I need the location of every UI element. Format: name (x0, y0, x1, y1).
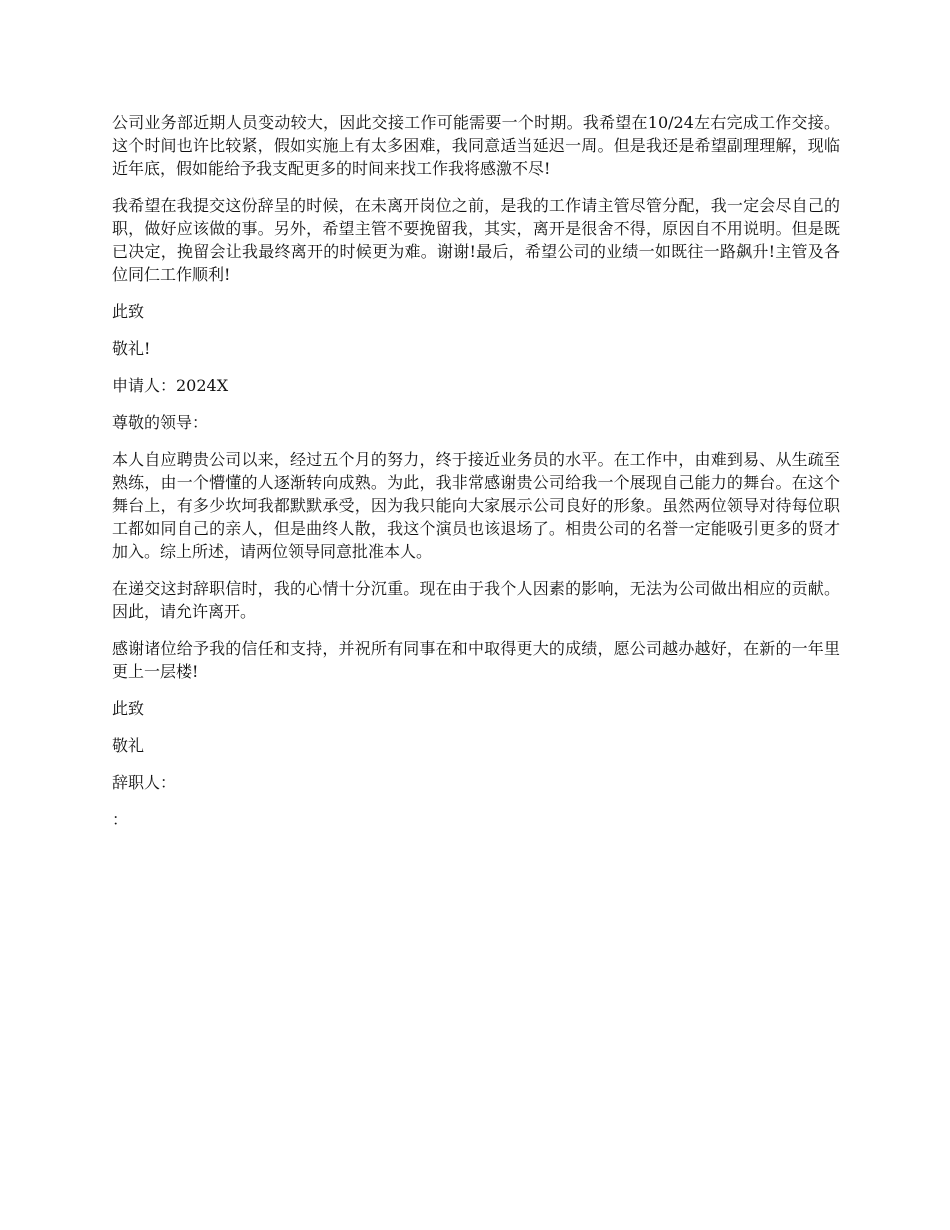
salutation: 尊敬的领导： (112, 413, 209, 432)
colon-line: ： (112, 810, 129, 829)
paragraph-heavy-heart: 在递交这封辞职信时，我的心情十分沉重。现在由于我个人因素的影响，无法为公司做出相应的贡献。因此，请允许离开。 (112, 579, 840, 621)
resigner-line: 辞职人： (112, 773, 177, 792)
closing-jingli: 敬礼! (112, 339, 151, 358)
document-body (112, 111, 840, 845)
applicant-line: 申请人：2024X (112, 376, 229, 395)
closing-cizhi: 此致 (112, 302, 145, 321)
paragraph-handover: 公司业务部近期人员变动较大，因此交接工作可能需要一个时期。我希望在10/24左右完成工作交接。这个时间也许比较紧，假如实施上有太多困难，我同意适当延迟一周。但是我还是希望副理理解，现临近年底，假如能给予我支配更多的时间来找工作我将感激不尽! (112, 113, 840, 178)
closing-jingli-2: 敬礼 (112, 736, 145, 755)
paragraph-thanks: 感谢诸位给予我的信任和支持，并祝所有同事在和中取得更大的成绩，愿公司越办越好，在新的一年里更上一层楼! (112, 639, 840, 681)
paragraph-resignation-request: 我希望在我提交这份辞呈的时候，在未离开岗位之前，是我的工作请主管尽管分配，我一定会尽自己的职，做好应该做的事。另外，希望主管不要挽留我，其实，离开是很舍不得，原因自不用说明。但是既已决定，挽留会让我最终离开的时候更为难。谢谢!最后，希望公司的业绩一如既往一路飙升!主管及各位同仁工作顺利! (112, 196, 840, 284)
paragraph-gratitude: 本人自应聘贵公司以来，经过五个月的努力，终于接近业务员的水平。在工作中，由难到易、从生疏至熟练，由一个懵懂的人逐渐转向成熟。为此，我非常感谢贵公司给我一个展现自己能力的舞台。在这个舞台上，有多少坎坷我都默默承受，因为我只能向大家展示公司良好的形象。虽然两位领导对待每位职工都如同自己的亲人，但是曲终人散，我这个演员也该退场了。相贵公司的名誉一定能吸引更多的贤才加入。综上所述，请两位领导同意批准本人。 (112, 450, 840, 561)
closing-cizhi-2: 此致 (112, 699, 145, 718)
